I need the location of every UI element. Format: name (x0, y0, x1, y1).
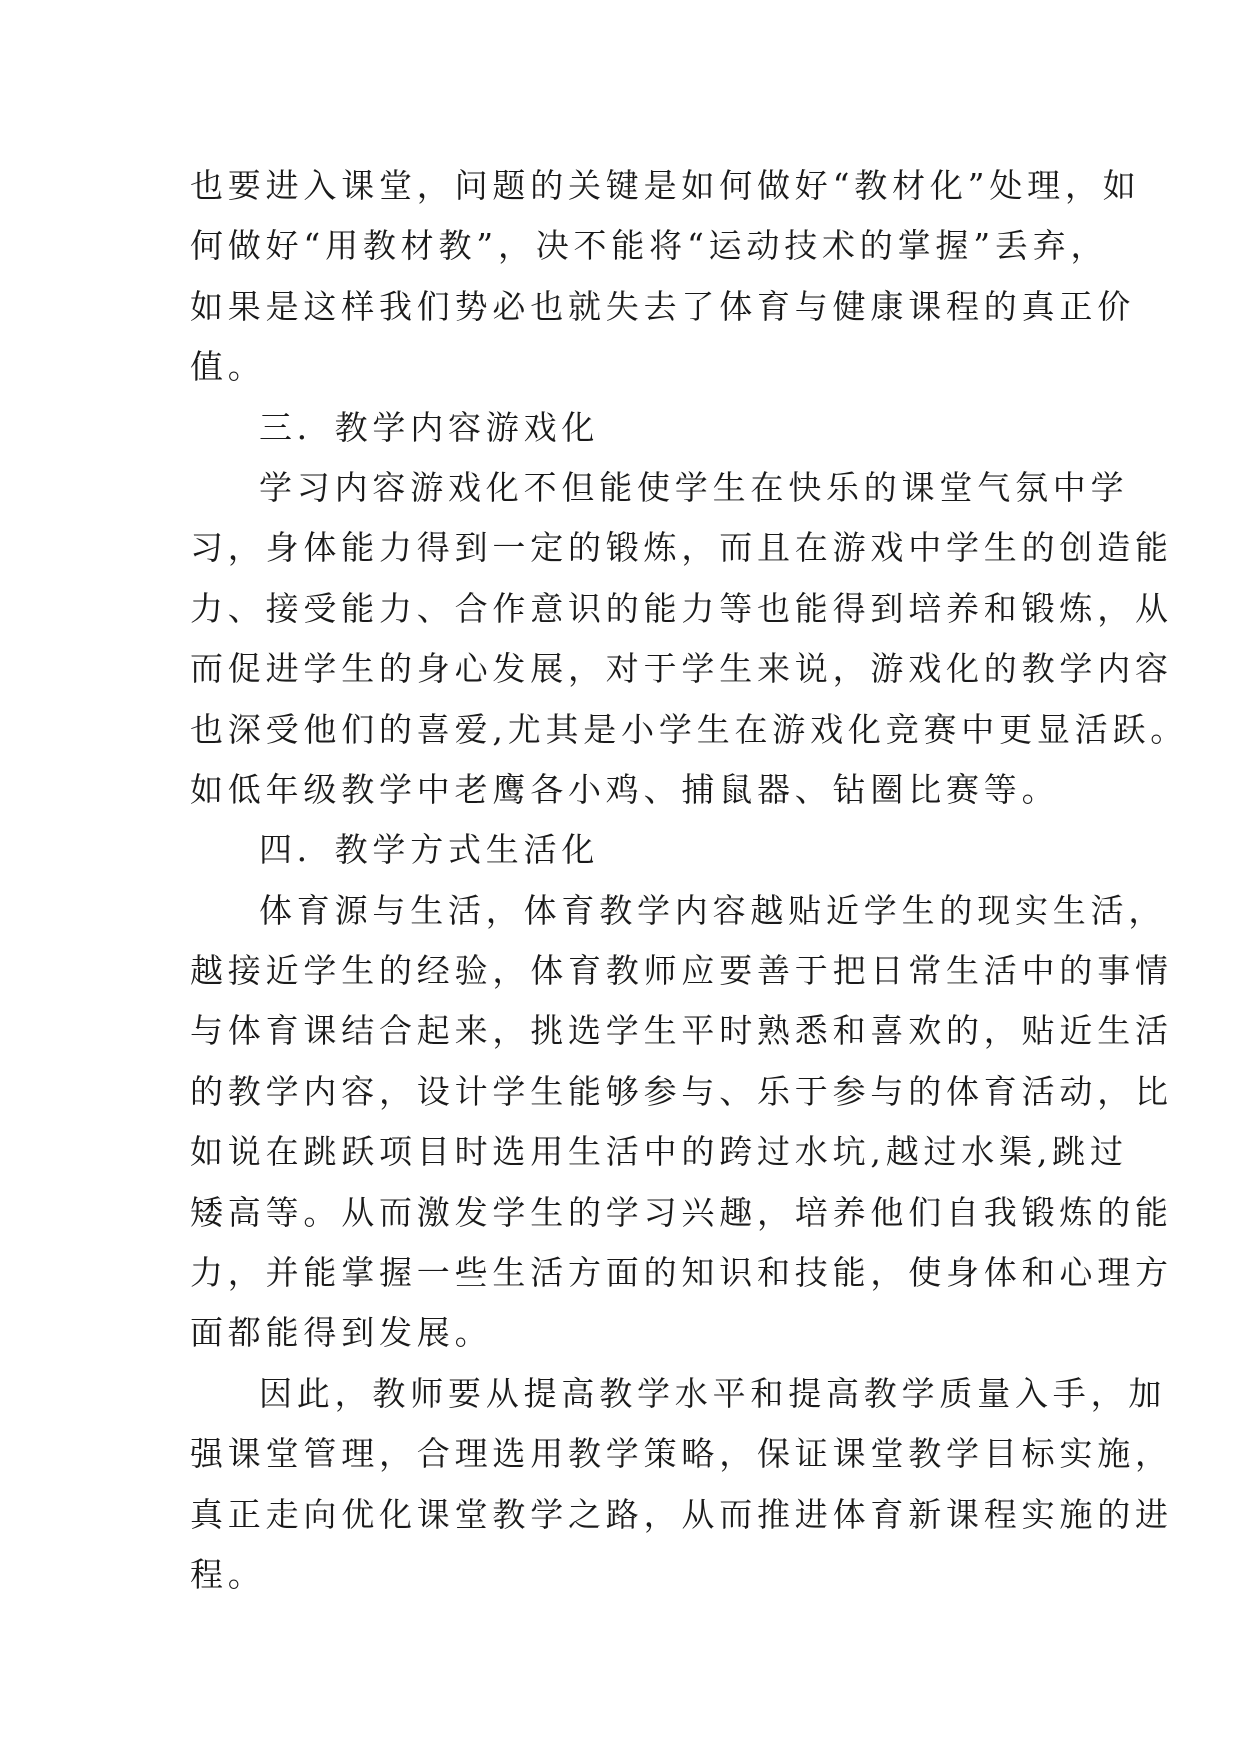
paragraph-line: 程。 (190, 1554, 266, 1594)
paragraph-first-line: 学习内容游戏化不但能使学生在快乐的课堂气氛中学 (259, 467, 1129, 507)
document-body (190, 156, 1189, 1605)
paragraph-line: 如说在跳跃项目时选用生活中的跨过水坑,越过水渠,跳过 (190, 1132, 1128, 1172)
paragraph-first-line: 体育源与生活，体育教学内容越贴近学生的现实生活， (259, 890, 1167, 930)
paragraph-line: 如果是这样我们势必也就失去了体育与健康课程的真正价 (190, 286, 1135, 326)
paragraph-first-line: 三．教学内容游戏化 (259, 407, 600, 447)
paragraph-line: 越接近学生的经验，体育教师应要善于把日常生活中的事情 (190, 951, 1173, 991)
paragraph-first-line: 因此，教师要从提高教学水平和提高教学质量入手，加 (259, 1373, 1167, 1413)
paragraph-line: 的教学内容，设计学生能够参与、乐于参与的体育活动，比 (190, 1071, 1173, 1111)
paragraph-line: 与体育课结合起来，挑选学生平时熟悉和喜欢的，贴近生活 (190, 1011, 1173, 1051)
paragraph-line: 力，并能掌握一些生活方面的知识和技能，使身体和心理方 (190, 1253, 1173, 1293)
paragraph-line: 力、接受能力、合作意识的能力等也能得到培养和锻炼，从 (190, 588, 1173, 628)
paragraph-line: 也要进入课堂，问题的关键是如何做好“教材化”处理，如 (190, 166, 1141, 205)
paragraph-line: 何做好“用教材教”，决不能将“运动技术的掌握”丢弃， (190, 226, 1109, 266)
paragraph-line: 值。 (190, 347, 266, 387)
paragraph-line: 也深受他们的喜爱,尤其是小学生在游戏化竞赛中更显活跃。 (190, 709, 1189, 749)
paragraph-line: 面都能得到发展。 (190, 1313, 493, 1353)
paragraph-first-line: 四．教学方式生活化 (259, 830, 600, 870)
paragraph-line: 而促进学生的身心发展，对于学生来说，游戏化的教学内容 (190, 649, 1173, 689)
paragraph-line: 真正走向优化课堂教学之路，从而推进体育新课程实施的进 (190, 1494, 1173, 1534)
paragraph-line: 习，身体能力得到一定的锻炼，而且在游戏中学生的创造能 (190, 528, 1173, 568)
paragraph-line: 如低年级教学中老鹰各小鸡、捕鼠器、钻圈比赛等。 (190, 769, 1060, 809)
paragraph-line: 矮高等。从而激发学生的学习兴趣，培养他们自我锻炼的能 (190, 1192, 1173, 1232)
paragraph-line: 强课堂管理，合理选用教学策略，保证课堂教学目标实施， (190, 1434, 1173, 1474)
